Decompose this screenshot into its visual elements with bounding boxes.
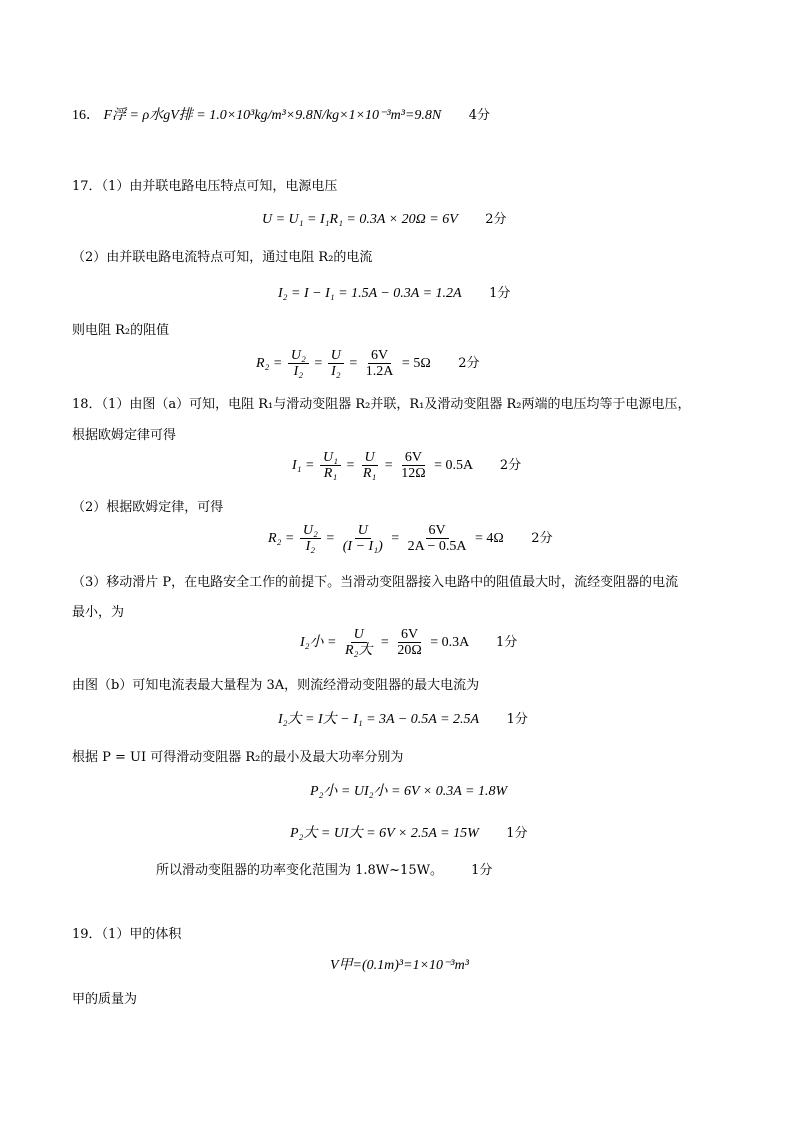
q18-eq4: I₂大 = I大 − I₁ = 3A − 0.5A = 2.5A [278, 712, 480, 727]
q18-conclusion-line [156, 863, 492, 879]
r2b-lhs: R₂ = [268, 531, 295, 546]
q19-part2: 甲的质量为 [72, 992, 138, 1007]
q18-score1: 2分 [499, 458, 522, 473]
fraction: $\frac{U}{\text{I₂}}$ [328, 348, 344, 379]
q16-number: 16． [72, 108, 100, 123]
i2min-lhs: I₂小 = [300, 635, 337, 650]
q17-score2: 1分 [489, 286, 511, 301]
q18-score7: 1分 [471, 863, 493, 878]
q17-score1: 2分 [485, 212, 507, 227]
q18-score4: 1分 [506, 712, 528, 727]
fraction: $\frac{6V}{12\Omega}$ [401, 450, 426, 482]
q18-eq2-line: R₂ = $\frac{\text{U₂}}{\text{I₂}}$ = $\frac{U}{\text{(I − I₁)}}$ = $\frac{6V}{2A - 0.5A}$ = 4Ω 2分 [268, 523, 553, 555]
q18-eq6: P₂大 = UI大 = 6V × 2.5A = 15W [290, 826, 479, 841]
q16-line [72, 108, 490, 124]
q17-eq1: U = U₁ = I₁R₁ = 0.3A × 20Ω = 6V [262, 212, 458, 227]
q18-part3b: 最小，为 [72, 605, 125, 620]
q19-intro: 19．（1）甲的体积 [72, 927, 182, 942]
fraction: $\frac{U}{\text{(I − I₁)}}$ [342, 523, 383, 555]
q17-eq1-line [262, 212, 507, 228]
q17-eq3-suffix: = 5Ω [401, 356, 431, 371]
q18-intro2: 根据欧姆定律可得 [72, 428, 177, 443]
q17-intro: 17．（1）由并联电路电压特点可知，电源电压 [72, 179, 338, 194]
q19-eq1-line [330, 958, 469, 974]
q18-score2: 2分 [531, 531, 553, 546]
q18-part5: 根据 P = UI 可得滑动变阻器 R₂的最小及最大功率分别为 [72, 750, 404, 765]
q19-eq1: V甲=(0.1m)³=1×10⁻³m³ [330, 958, 469, 973]
q17-part3: 则电阻 R₂的阻值 [72, 323, 170, 338]
fraction: $\frac{\text{U₂}}{\text{I₂}}$ [300, 523, 321, 554]
q18-eq1-line: I₁ = $\frac{\text{U₁}}{\text{R₁}}$ = $\frac{U}{\text{R₁}}$ = $\frac{6V}{12\Omega}$ = 0.5A 2分 [292, 450, 522, 482]
q16-formula: F浮 = ρ水gV排 = 1.0×10³kg/m³×9.8N/kg×1×10⁻³m³=9.8N [103, 108, 442, 123]
q18-eq6-line [290, 826, 528, 842]
fraction: $\frac{\text{U₂}}{\text{I₂}}$ [288, 348, 309, 379]
fraction: $\frac{\text{U₁}}{\text{R₁}}$ [320, 450, 341, 481]
q17-score3: 2分 [458, 356, 480, 371]
q16-score: 4分 [468, 108, 491, 123]
q18-intro: 18．（1）由图（a）可知，电阻 R₁与滑动变阻器 R₂并联，R₁及滑动变阻器 R₂两端的电压均等于电源电压， [72, 397, 691, 412]
fraction: $\frac{U}{\text{R₁}}$ [362, 450, 377, 482]
q18-score6: 1分 [506, 826, 528, 841]
q17-eq2-line [278, 286, 510, 302]
q18-part3: （3）移动滑片 P，在电路安全工作的前提下。当滑动变阻器接入电路中的阻值最大时，流经变阻器的电流 [72, 575, 679, 590]
i1-lhs: I₁ = [292, 458, 315, 473]
q18-part4: 由图（b）可知电流表最大量程为 3A，则流经滑动变阻器的最大电流为 [72, 678, 480, 693]
q17-part2: （2）由并联电路电流特点可知，通过电阻 R₂的电流 [72, 250, 373, 265]
r2-lhs: R₂ = [256, 356, 283, 371]
q18-score3: 1分 [495, 635, 518, 650]
q18-eq3-suffix: = 0.3A [430, 635, 469, 650]
fraction: $\frac{U}{\text{R₂大}}$ [344, 627, 373, 659]
q17-eq3-line: R₂ = $\frac{\text{U₂}}{\text{I₂}}$ = $\frac{U}{\text{I₂}}$ = $\frac{6V}{1.2A}$ = 5Ω 2分 [256, 348, 480, 380]
fraction: $\frac{6V}{1.2A}$ [365, 348, 394, 380]
q18-eq1-suffix: = 0.5A [434, 458, 473, 473]
q18-eq5-line [310, 784, 507, 800]
q18-part2: （2）根据欧姆定律，可得 [72, 500, 224, 515]
q18-eq2-suffix: = 4Ω [474, 531, 504, 546]
q18-eq3-line: I₂小 = $\frac{U}{\text{R₂大}}$ = $\frac{6V}{20\Omega}$ = 0.3A 1分 [300, 627, 518, 659]
q18-conclusion: 所以滑动变阻器的功率变化范围为 1.8W~15W。 [156, 863, 443, 878]
fraction: $\frac{6V}{2A - 0.5A}$ [407, 523, 467, 555]
fraction: $\frac{6V}{20\Omega}$ [397, 627, 422, 659]
q18-eq5: P₂小 = UI₂小 = 6V × 0.3A = 1.8W [310, 784, 508, 799]
q17-eq2: I₂ = I − I₁ = 1.5A − 0.3A = 1.2A [278, 286, 462, 301]
q18-eq4-line [278, 712, 528, 728]
